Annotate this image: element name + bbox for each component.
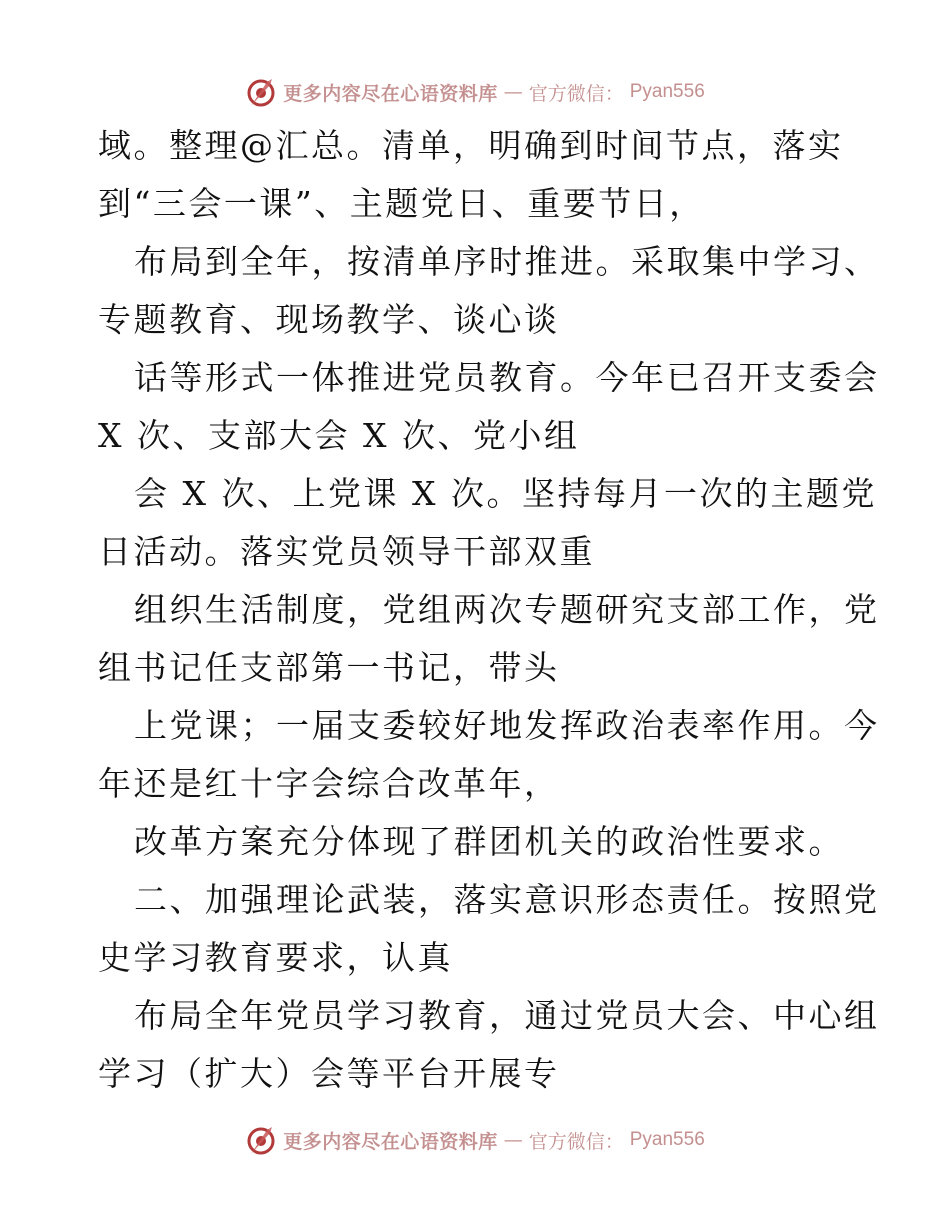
body-line: 组书记任支部第一书记，带头	[98, 648, 560, 687]
watermark-wechat-label: 官方微信：	[528, 82, 624, 105]
body-line: 布局全年党员学习教育，通过党员大会、中心组	[134, 996, 880, 1035]
body-line: 二、加强理论武装，落实意识形态责任。按照党	[134, 880, 880, 919]
body-line: 改革方案充分体现了群团机关的政治性要求。	[134, 822, 844, 861]
quill-logo-icon	[245, 1124, 277, 1156]
body-line: 组织生活制度，党组两次专题研究支部工作，党	[134, 590, 880, 629]
watermark-wechat-label: 官方微信：	[528, 1130, 624, 1153]
watermark-site-name: 更多内容尽在心语资料库	[283, 82, 498, 105]
body-line: 域。整理@汇总。清单，明确到时间节点，落实	[98, 126, 844, 165]
body-line: 史学习教育要求，认真	[98, 938, 453, 977]
watermark-wechat-id: Pyan556	[629, 1129, 705, 1150]
quill-logo-icon	[245, 76, 277, 108]
header-watermark	[0, 72, 950, 112]
body-line: X 次、支部大会 X 次、党小组	[98, 416, 580, 455]
footer-watermark	[0, 1120, 950, 1160]
body-line: 专题教育、现场教学、谈心谈	[98, 300, 560, 339]
body-line: 日活动。落实党员领导干部双重	[98, 532, 595, 571]
body-line: 布局到全年，按清单序时推进。采取集中学习、	[134, 242, 880, 281]
watermark-separator: —	[503, 81, 523, 103]
body-line: 年还是红十字会综合改革年，	[98, 764, 560, 803]
body-line: 上党课；一届支委较好地发挥政治表率作用。今	[134, 706, 880, 745]
body-line: 到“三会一课”、主题党日、重要节日，	[98, 184, 705, 223]
body-line: 会 X 次、上党课 X 次。坚持每月一次的主题党	[134, 474, 877, 513]
watermark-site-name: 更多内容尽在心语资料库	[283, 1130, 498, 1153]
body-line: 学习（扩大）会等平台开展专	[98, 1054, 560, 1093]
watermark-separator: —	[503, 1129, 523, 1151]
body-line: 话等形式一体推进党员教育。今年已召开支委会	[134, 358, 880, 397]
watermark-wechat-id: Pyan556	[629, 81, 705, 102]
